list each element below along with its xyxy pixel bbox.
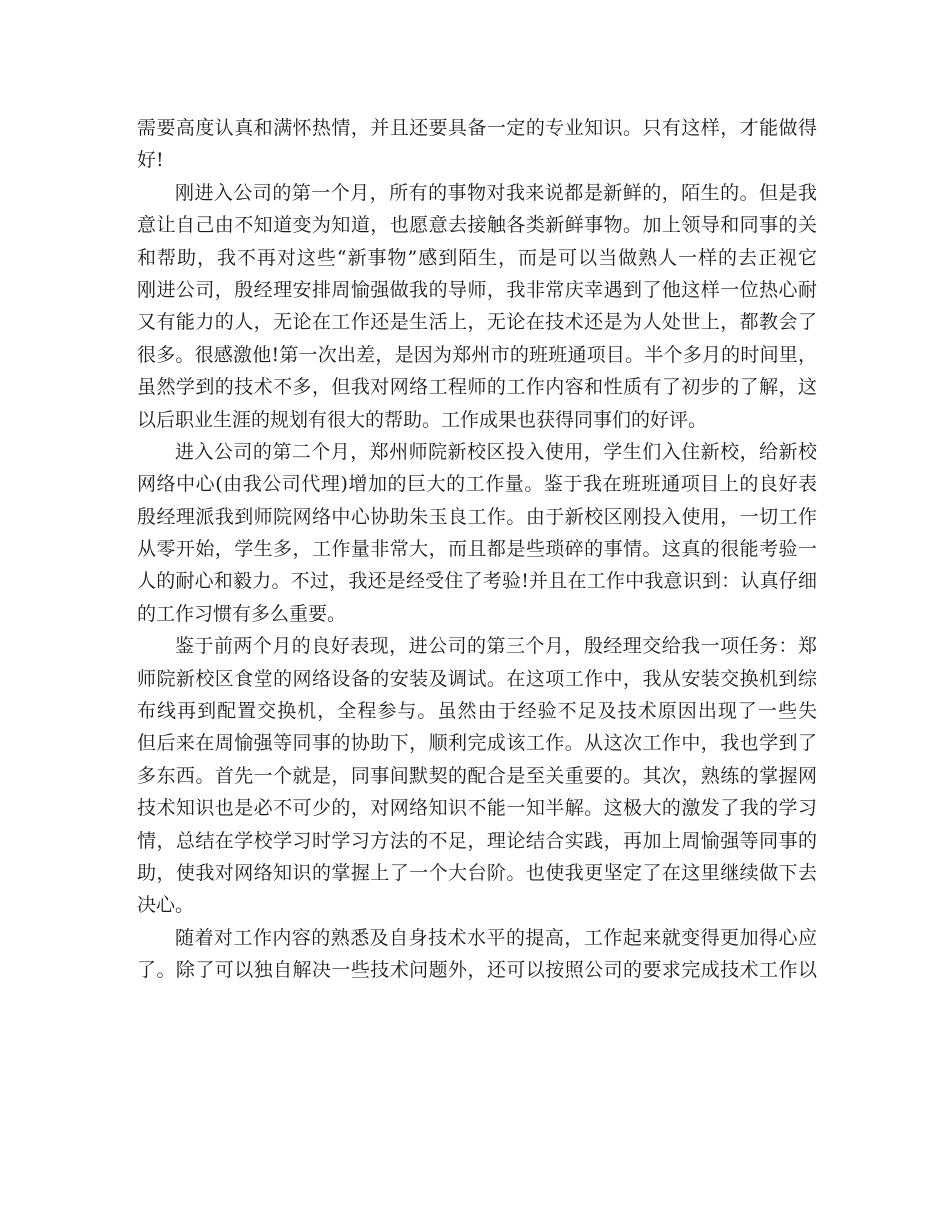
text-line: 网络中心(由我公司代理)增加的巨大的工作量。鉴于我在班班通项目上的良好表 — [137, 473, 817, 496]
text-line: 情，总结在学校学习时学习方法的不足，理论结合实践，再加上周愉强等同事的 — [137, 829, 817, 852]
text-line: 很多。很感激他!第一次出差，是因为郑州市的班班通项目。半个多月的时间里， — [137, 343, 817, 366]
text-line: 决心。 — [137, 894, 195, 917]
text-line: 师院新校区食堂的网络设备的安装及调试。在这项工作中，我从安装交换机到综 — [137, 667, 817, 690]
text-line: 技术知识也是必不可少的，对网络知识不能一知半解。这极大的激发了我的学习 — [137, 797, 817, 820]
text-line: 多东西。首先一个就是，同事间默契的配合是至关重要的。其次，熟练的掌握网 — [137, 764, 817, 787]
text-line: 了。除了可以独自解决一些技术问题外，还可以按照公司的要求完成技术工作以 — [137, 959, 817, 982]
text-line: 殷经理派我到师院网络中心协助朱玉良工作。由于新校区刚投入使用，一切工作 — [137, 505, 817, 528]
text-line: 需要高度认真和满怀热情，并且还要具备一定的专业知识。只有这样，才能做得 — [137, 117, 817, 139]
text-line: 刚进入公司的第一个月，所有的事物对我来说都是新鲜的，陌生的。但是我 — [175, 181, 817, 204]
text-line: 刚进公司，殷经理安排周愉强做我的导师，我非常庆幸遇到了他这样一位热心耐 — [137, 278, 817, 301]
text-line: 助，使我对网络知识的掌握上了一个大台阶。也使我更坚定了在这里继续做下去 — [137, 861, 817, 884]
text-line: 但后来在周愉强等同事的协助下，顺利完成该工作。从这次工作中，我也学到了 — [137, 732, 817, 755]
text-line: 进入公司的第二个月，郑州师院新校区投入使用，学生们入住新校，给新校 — [175, 440, 817, 463]
text-line: 意让自己由不知道变为知道，也愿意去接触各类新鲜事物。加上领导和同事的关 — [137, 214, 817, 237]
text-line: 人的耐心和毅力。不过，我还是经受住了考验!并且在工作中我意识到：认真仔细 — [137, 570, 817, 593]
text-line: 以后职业生涯的规划有很大的帮助。工作成果也获得同事们的好评。 — [137, 408, 708, 431]
text-line: 和帮助，我不再对这些“新事物”感到陌生，而是可以当做熟人一样的去正视它 — [137, 246, 817, 269]
document-body — [137, 112, 817, 987]
text-line: 从零开始，学生多，工作量非常大，而且都是些琐碎的事情。这真的很能考验一 — [137, 538, 817, 561]
text-line: 随着对工作内容的熟悉及自身技术水平的提高，工作起来就变得更加得心应 — [175, 926, 817, 949]
text-line: 鉴于前两个月的良好表现，进公司的第三个月，殷经理交给我一项任务：郑 — [175, 635, 817, 658]
text-line: 好! — [137, 149, 164, 172]
text-line: 虽然学到的技术不多，但我对网络工程师的工作内容和性质有了初步的了解，这 — [137, 376, 817, 399]
text-line: 的工作习惯有多么重要。 — [137, 602, 347, 625]
text-line: 又有能力的人，无论在工作还是生活上，无论在技术还是为人处世上，都教会了 — [137, 311, 817, 334]
text-line: 布线再到配置交换机，全程参与。虽然由于经验不足及技术原因出现了一些失 — [137, 700, 817, 723]
